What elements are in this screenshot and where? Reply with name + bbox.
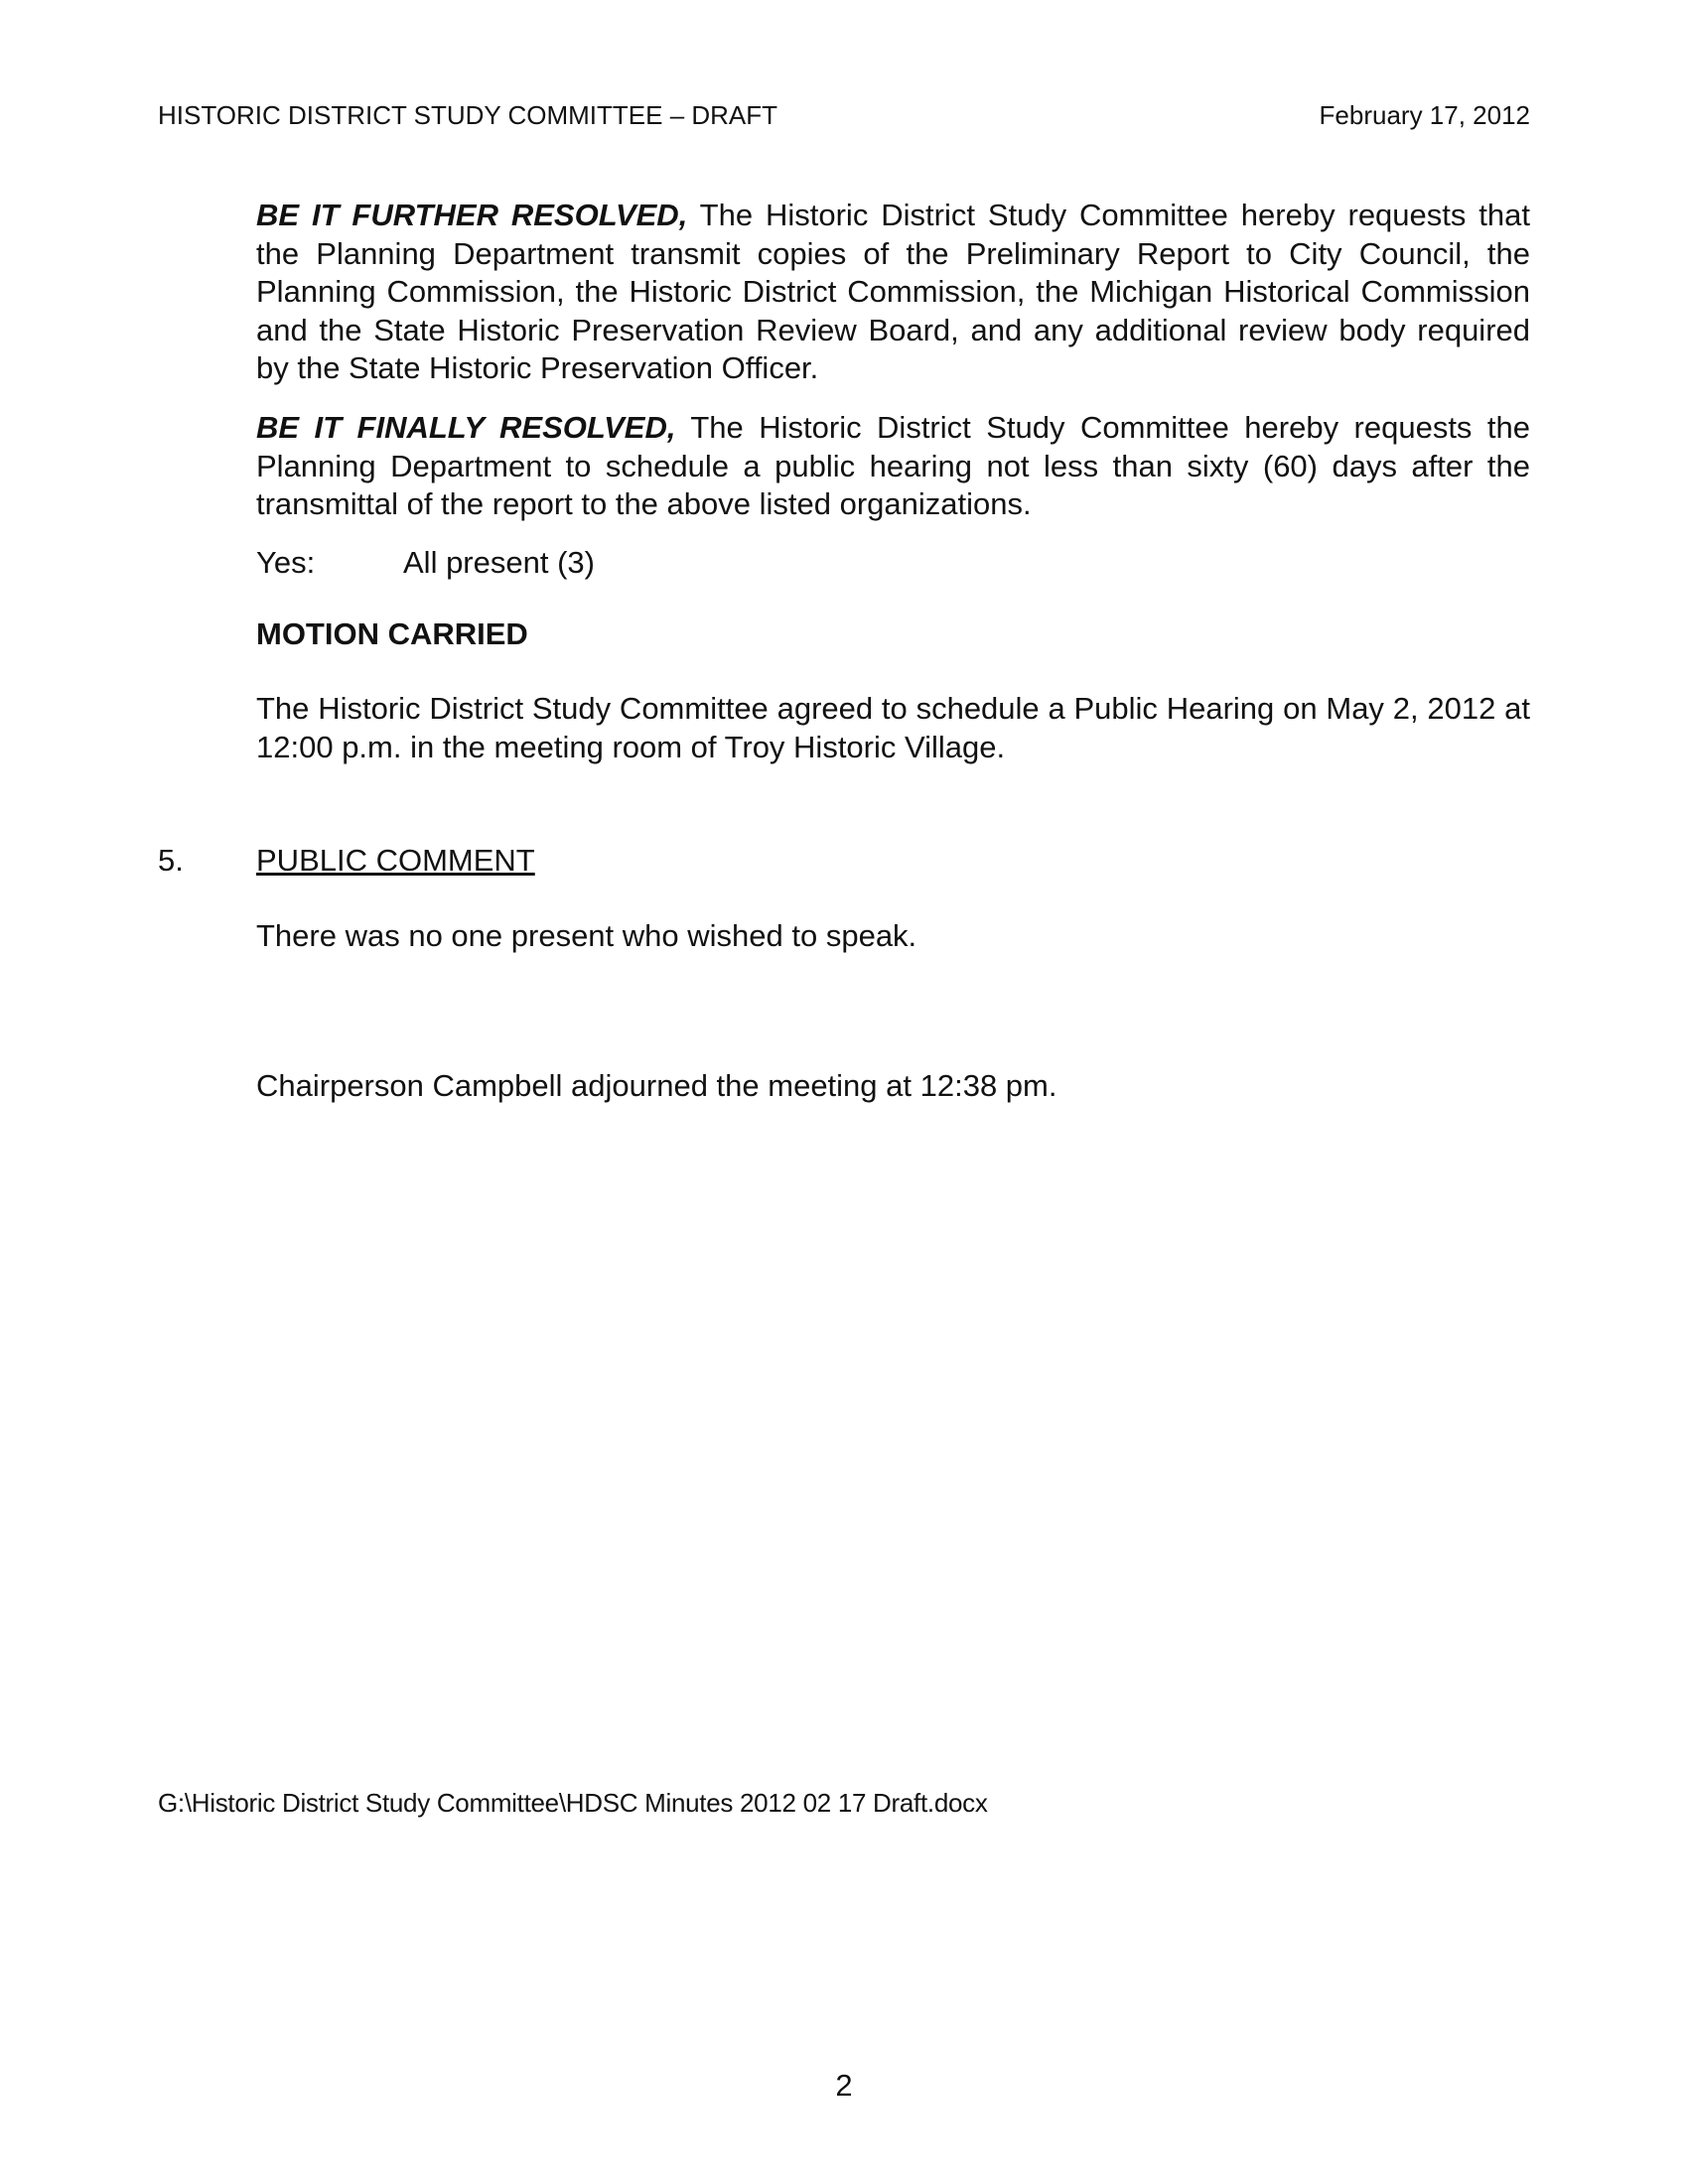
document-header-date: February 17, 2012 [1319,100,1530,130]
public-comment-body: There was no one present who wished to speak. [256,918,917,953]
section-number: 5. [158,843,184,878]
further-resolved-lead: BE IT FURTHER RESOLVED, [256,198,688,232]
finally-resolved-paragraph [256,409,1530,524]
adjournment-note: Chairperson Campbell adjourned the meeting at 12:38 pm. [256,1068,1057,1103]
page-number: 2 [835,2068,853,2103]
section-title: PUBLIC COMMENT [256,843,535,878]
further-resolved-paragraph [256,197,1530,388]
vote-value: All present (3) [403,545,595,580]
hearing-note: The Historic District Study Committee agreed to schedule a Public Hearing on May 2, 2012 at 12:00 p.m. in the meeting room of Troy Historic Village. [256,691,1530,764]
further-resolved-text: The Historic District Study Committee hereby requests that the Planning Department transmit copies of the Preliminary Report to City Council, the Planning Commission, the Historic District Commission, the Michigan Historical Commission and the State Historic Preservation Review Board, and any additional review body required by the State Historic Preservation Officer. [256,198,1531,385]
footer-file-path: G:\Historic District Study Committee\HDSC Minutes 2012 02 17 Draft.docx [158,1788,988,1818]
finally-resolved-lead: BE IT FINALLY RESOLVED, [256,410,676,445]
finally-resolved-text: The Historic District Study Committee hereby requests the Planning Department to schedule a public hearing not less than sixty (60) days after the transmittal of the report to the above listed organizations. [256,410,1530,521]
vote-label: Yes: [256,545,316,580]
motion-result: MOTION CARRIED [256,616,528,651]
document-header-title: HISTORIC DISTRICT STUDY COMMITTEE – DRAFT [158,100,778,130]
